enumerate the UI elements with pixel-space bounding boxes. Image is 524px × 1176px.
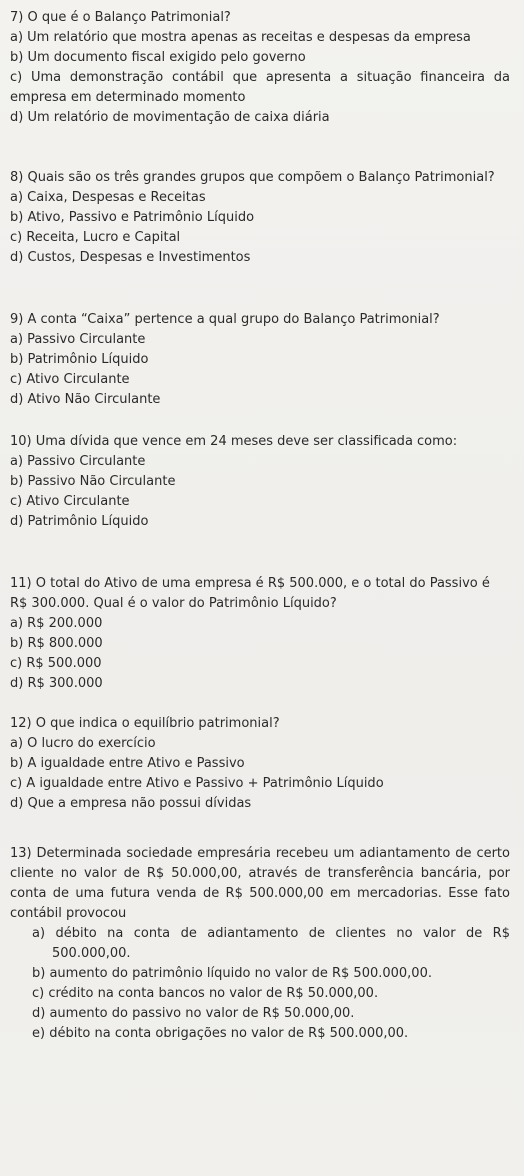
option-d: d) Um relatório de movimentação de caixa diária — [10, 110, 330, 125]
option-b: b) R$ 800.000 — [10, 636, 103, 651]
option-a: a) O lucro do exercício — [10, 736, 156, 751]
option-d: d) Que a empresa não possui dívidas — [10, 796, 252, 811]
question-stem: 7) O que é o Balanço Patrimonial? — [10, 10, 231, 25]
option-a: a) R$ 200.000 — [10, 616, 103, 631]
question-13 — [10, 844, 510, 1044]
question-12 — [10, 714, 510, 814]
question-10 — [10, 432, 510, 532]
option-c: c) Uma demonstração contábil que apresenta a situação financeira da empresa em determinado momento — [10, 70, 510, 105]
question-stem: 10) Uma dívida que vence em 24 meses deve ser classificada como: — [10, 434, 458, 449]
option-d: d) aumento do passivo no valor de R$ 50.000,00. — [32, 1006, 355, 1021]
option-a: a) débito na conta de adiantamento de clientes no valor de R$ 500.000,00. — [32, 926, 510, 961]
option-d: d) Ativo Não Circulante — [10, 392, 161, 407]
question-stem: 8) Quais são os três grandes grupos que compõem o Balanço Patrimonial? — [10, 170, 495, 185]
question-stem: 11) O total do Ativo de uma empresa é R$ 500.000, e o total do Passivo é R$ 300.000. Qual é o valor do Patrimônio Líquido? — [10, 576, 490, 611]
options-list — [10, 924, 510, 1044]
option-b: b) Ativo, Passivo e Patrimônio Líquido — [10, 210, 255, 225]
question-stem: 9) A conta “Caixa” pertence a qual grupo do Balanço Patrimonial? — [10, 312, 440, 327]
question-9 — [10, 310, 510, 410]
question-11 — [10, 574, 510, 694]
option-b: b) Um documento fiscal exigido pelo governo — [10, 50, 306, 65]
question-7 — [10, 8, 510, 128]
option-c: c) A igualdade entre Ativo e Passivo + Patrimônio Líquido — [10, 776, 384, 791]
option-e: e) débito na conta obrigações no valor de R$ 500.000,00. — [32, 1026, 409, 1041]
option-a: a) Um relatório que mostra apenas as receitas e despesas da empresa — [10, 30, 471, 45]
option-d: d) Patrimônio Líquido — [10, 514, 149, 529]
option-b: b) A igualdade entre Ativo e Passivo — [10, 756, 245, 771]
option-d: d) R$ 300.000 — [10, 676, 103, 691]
option-b: b) Passivo Não Circulante — [10, 474, 176, 489]
question-8 — [10, 168, 510, 268]
option-b: b) aumento do patrimônio líquido no valor de R$ 500.000,00. — [32, 966, 432, 981]
option-b: b) Patrimônio Líquido — [10, 352, 149, 367]
option-a: a) Passivo Circulante — [10, 332, 146, 347]
option-a: a) Passivo Circulante — [10, 454, 146, 469]
option-c: c) Ativo Circulante — [10, 372, 130, 387]
question-stem: 13) Determinada sociedade empresária recebeu um adiantamento de certo cliente no valor de R$ 50.000,00, através de transferência bancária, por conta de uma futura venda de R$ 500.000,00 em mercadorias. Esse fato contábil provocou — [10, 846, 510, 921]
option-c: c) crédito na conta bancos no valor de R$ 50.000,00. — [32, 986, 379, 1001]
option-c: c) Ativo Circulante — [10, 494, 130, 509]
option-c: c) R$ 500.000 — [10, 656, 102, 671]
question-stem: 12) O que indica o equilíbrio patrimonial? — [10, 716, 280, 731]
option-c: c) Receita, Lucro e Capital — [10, 230, 181, 245]
option-a: a) Caixa, Despesas e Receitas — [10, 190, 206, 205]
option-d: d) Custos, Despesas e Investimentos — [10, 250, 251, 265]
